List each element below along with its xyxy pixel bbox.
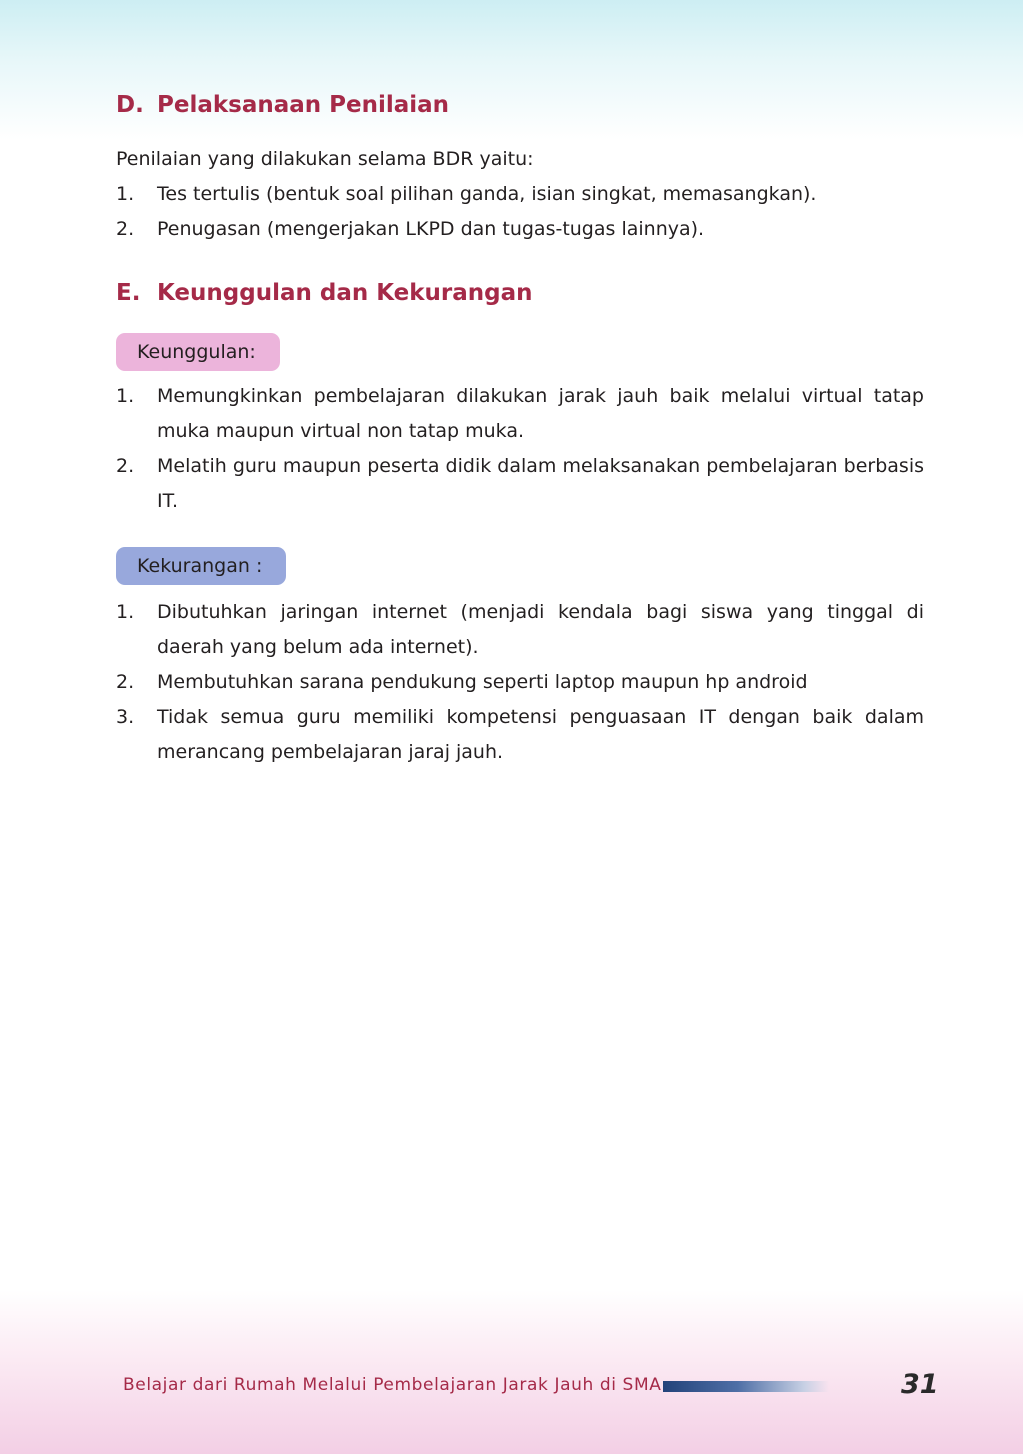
list-item-text: Penugasan (mengerjakan LKPD dan tugas-tugas lainnya). [157, 217, 705, 240]
advantages-block [116, 333, 924, 519]
page-footer [123, 1369, 939, 1400]
list-item-number: 3. [116, 706, 135, 729]
disadvantages-label: Kekurangan : [116, 547, 286, 585]
list-item [116, 379, 924, 449]
assessment-list [116, 177, 924, 247]
section-d-letter: D. [116, 92, 144, 118]
list-item [116, 177, 924, 212]
list-item-number: 2. [116, 455, 135, 478]
list-item-text: Tes tertulis (bentuk soal pilihan ganda, isian singkat, memasangkan). [157, 182, 817, 205]
list-item-text: Tidak semua guru memiliki kompetensi penguasaan IT dengan baik dalam merancang pembelajaran jaraj jauh. [157, 706, 924, 764]
section-d-heading [116, 92, 924, 120]
section-e-letter: E. [116, 279, 141, 306]
section-d-title: Pelaksanaan Penilaian [157, 92, 450, 118]
list-item [116, 212, 924, 247]
page-number: 31 [901, 1369, 939, 1400]
list-item-number: 1. [116, 182, 135, 205]
list-item-text: Dibutuhkan jaringan internet (menjadi kendala bagi siswa yang tinggal di daerah yang belum ada internet). [157, 601, 924, 659]
advantages-list [116, 379, 924, 519]
list-item [116, 595, 924, 665]
list-item-number: 2. [116, 671, 135, 694]
disadvantages-list [116, 595, 924, 770]
list-item-text: Melatih guru maupun peserta didik dalam melaksanakan pembelajaran berbasis IT. [157, 455, 924, 513]
section-e-title: Keunggulan dan Kekurangan [157, 279, 533, 306]
list-item-number: 2. [116, 217, 135, 240]
disadvantages-block [116, 519, 924, 770]
footer-decorative-bar [663, 1381, 829, 1392]
list-item-number: 1. [116, 385, 135, 408]
section-d-intro: Penilaian yang dilakukan selama BDR yaitu: [116, 147, 534, 170]
list-item [116, 449, 924, 519]
page-content [116, 92, 924, 770]
list-item-text: Membutuhkan sarana pendukung seperti laptop maupun hp android [157, 671, 808, 694]
list-item-text: Memungkinkan pembelajaran dilakukan jarak jauh baik melalui virtual tatap muka maupun virtual non tatap muka. [157, 385, 924, 443]
footer-book-title: Belajar dari Rumah Melalui Pembelajaran Jarak Jauh di SMA [123, 1375, 662, 1395]
list-item-number: 1. [116, 601, 135, 624]
section-e-heading [116, 280, 924, 308]
list-item [116, 665, 924, 700]
list-item [116, 700, 924, 770]
advantages-label: Keunggulan: [116, 333, 280, 371]
